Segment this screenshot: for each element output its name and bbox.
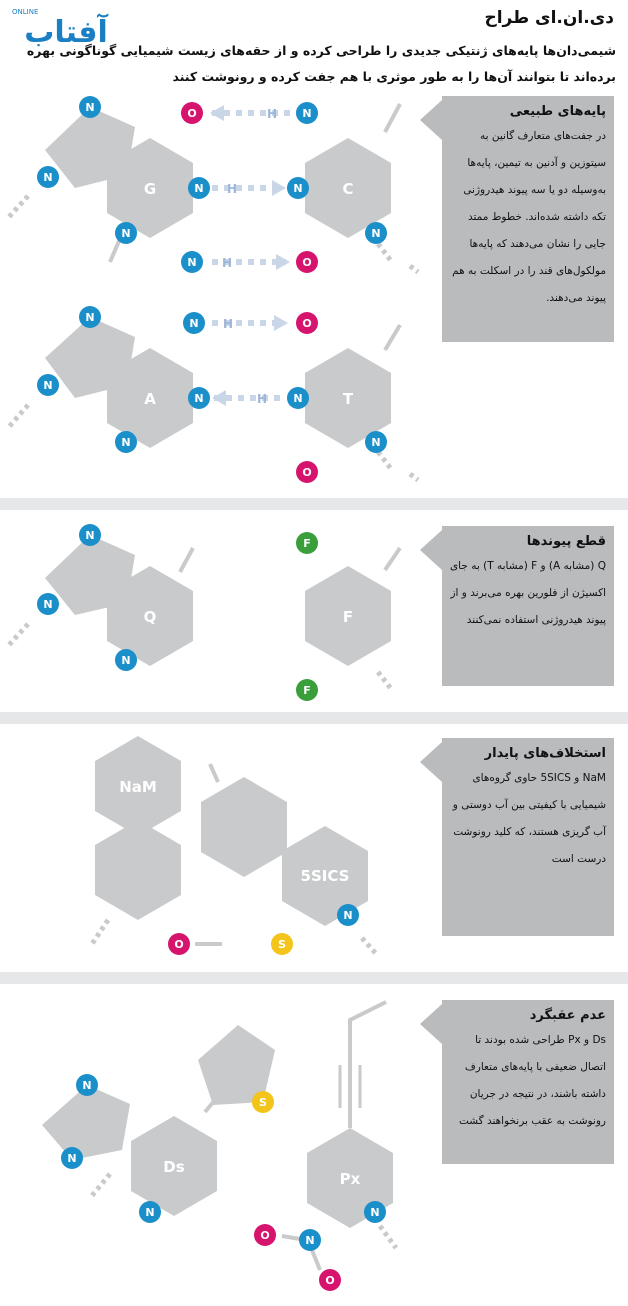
hexagon-ring	[95, 820, 181, 920]
intro-text: شیمی‌دان‌ها پایه‌های ژنتیکی جدیدی را طراحی کرده و از حقه‌های زیست شیمیایی گوناگونی بهره برده‌اند تا بتوانند آن‌ها را به طور موثری با هم جفت کرده و رونوشت کنند	[26, 43, 616, 84]
svg-text:N: N	[187, 256, 197, 269]
pentagon-ring	[42, 1085, 130, 1160]
svg-text:N: N	[194, 182, 204, 195]
hydrogen-label: H	[222, 317, 234, 331]
svg-text:O: O	[187, 107, 197, 120]
svg-text:N: N	[67, 1152, 77, 1165]
atom-n	[296, 102, 318, 124]
svg-text:N: N	[43, 379, 53, 392]
hydrogen-label: H	[256, 392, 268, 406]
atom-n	[115, 649, 137, 671]
hbond-arrow	[212, 180, 286, 196]
svg-text:O: O	[260, 1229, 270, 1242]
svg-text:F: F	[303, 684, 311, 697]
atom-n	[364, 1201, 386, 1223]
atom-o	[254, 1224, 276, 1246]
atom-n	[61, 1147, 83, 1169]
atom-n	[188, 177, 210, 199]
svg-text:S: S	[278, 938, 286, 951]
pair-g-c	[8, 96, 418, 273]
atom-n	[365, 222, 387, 244]
atom-n	[79, 96, 101, 118]
base-label-t: T	[342, 390, 354, 408]
panel-heading: پایه‌های طبیعی	[509, 104, 606, 119]
base-label-5sics: 5SICS	[300, 867, 350, 885]
base-label-nam: NaM	[119, 778, 157, 796]
atom-n	[365, 431, 387, 453]
atom-n	[299, 1229, 321, 1251]
atom-n	[76, 1074, 98, 1096]
page-title: دی.ان.ای طراح	[484, 8, 614, 28]
atom-n	[188, 387, 210, 409]
hbond-arrow	[212, 390, 286, 406]
atom-o	[296, 312, 318, 334]
svg-text:N: N	[371, 436, 381, 449]
logo-subtitle: ONLINE	[12, 8, 39, 16]
base-label-c: C	[342, 180, 354, 198]
panel-body: Ds و Px طراحی شده بودند تا اتصال ضعیفی با پایه‌های متعارف داشته باشند، در نتیجه در جریان رونوشت به عقب برنخواهند گشت	[458, 1034, 606, 1127]
svg-text:N: N	[189, 317, 199, 330]
atom-f	[296, 532, 318, 554]
panel-heading: استخلاف‌های پایدار	[484, 746, 606, 761]
svg-text:S: S	[259, 1096, 267, 1109]
logo-text: آفتاب	[24, 15, 108, 50]
panel-body: NaM و 5SICS حاوی گروه‌های شیمیایی با کیفیتی بین آب دوستی و آب گریزی هستند، که کلید رونوشت درست است	[452, 772, 606, 865]
base-label-f: F	[342, 608, 354, 626]
svg-text:N: N	[85, 311, 95, 324]
svg-text:N: N	[293, 182, 303, 195]
base-label-g: G	[143, 180, 157, 198]
atom-n	[79, 524, 101, 546]
atom-n	[115, 222, 137, 244]
hexagon-ring	[201, 777, 287, 877]
atom-f	[296, 679, 318, 701]
hydrogen-label: H	[226, 182, 238, 196]
atom-n	[37, 166, 59, 188]
atom-n	[337, 904, 359, 926]
atom-o	[296, 251, 318, 273]
svg-text:N: N	[85, 529, 95, 542]
svg-text:N: N	[305, 1234, 315, 1247]
svg-text:O: O	[325, 1274, 335, 1287]
atom-n	[79, 306, 101, 328]
svg-text:N: N	[194, 392, 204, 405]
atom-o	[296, 461, 318, 483]
svg-text:N: N	[82, 1079, 92, 1092]
atom-n	[183, 312, 205, 334]
atom-n	[287, 177, 309, 199]
atom-o	[181, 102, 203, 124]
atom-n	[37, 374, 59, 396]
svg-text:N: N	[85, 101, 95, 114]
base-label-ds: Ds	[163, 1158, 185, 1176]
pair-ds-px	[42, 1002, 396, 1291]
svg-text:O: O	[302, 317, 312, 330]
svg-text:O: O	[174, 938, 184, 951]
panel-heading: قطع پیوندها	[526, 534, 606, 549]
atom-s	[252, 1091, 274, 1113]
pair-a-t	[8, 306, 418, 483]
hydrogen-label: H	[221, 256, 233, 270]
atom-o	[319, 1269, 341, 1291]
panel-heading: عدم عقبگرد	[529, 1008, 606, 1023]
svg-text:N: N	[43, 598, 53, 611]
svg-text:N: N	[343, 909, 353, 922]
svg-text:N: N	[293, 392, 303, 405]
atom-n	[181, 251, 203, 273]
hbond-arrow	[210, 105, 298, 121]
panel-body: Q (مشابه A) و F (مشابه T) به جای اکسیژن از فلورین بهره می‌برند و از پیوند هیدروژنی استفاده نمی‌کنند	[449, 560, 606, 626]
svg-text:O: O	[302, 256, 312, 269]
svg-text:N: N	[302, 107, 312, 120]
svg-text:F: F	[303, 537, 311, 550]
atom-n	[287, 387, 309, 409]
svg-text:N: N	[121, 227, 131, 240]
hydrogen-label: H	[266, 107, 278, 121]
svg-text:N: N	[121, 654, 131, 667]
svg-text:N: N	[370, 1206, 380, 1219]
svg-text:N: N	[121, 436, 131, 449]
panel-body: در جفت‌های متعارف گانین به سیتوزین و آدنین به تیمین، پایه‌ها به‌وسیله دو یا سه پیوند هیدروژنی تکه داشته شده‌اند. خطوط ممتد جایی را نشان می‌دهند که پایه‌ها مولکول‌های قند را در اسکلت به هم پیوند می‌دهند.	[452, 130, 606, 304]
svg-text:N: N	[145, 1206, 155, 1219]
svg-text:N: N	[43, 171, 53, 184]
base-label-q: Q	[143, 608, 157, 626]
svg-text:N: N	[371, 227, 381, 240]
atom-o	[168, 933, 190, 955]
pair-q-f	[8, 524, 400, 701]
svg-text:O: O	[302, 466, 312, 479]
pair-nam-5sics	[92, 736, 378, 956]
atom-n	[115, 431, 137, 453]
atom-n	[37, 593, 59, 615]
atom-s	[271, 933, 293, 955]
atom-n	[139, 1201, 161, 1223]
base-label-px: Px	[339, 1170, 361, 1188]
base-label-a: A	[144, 390, 156, 408]
